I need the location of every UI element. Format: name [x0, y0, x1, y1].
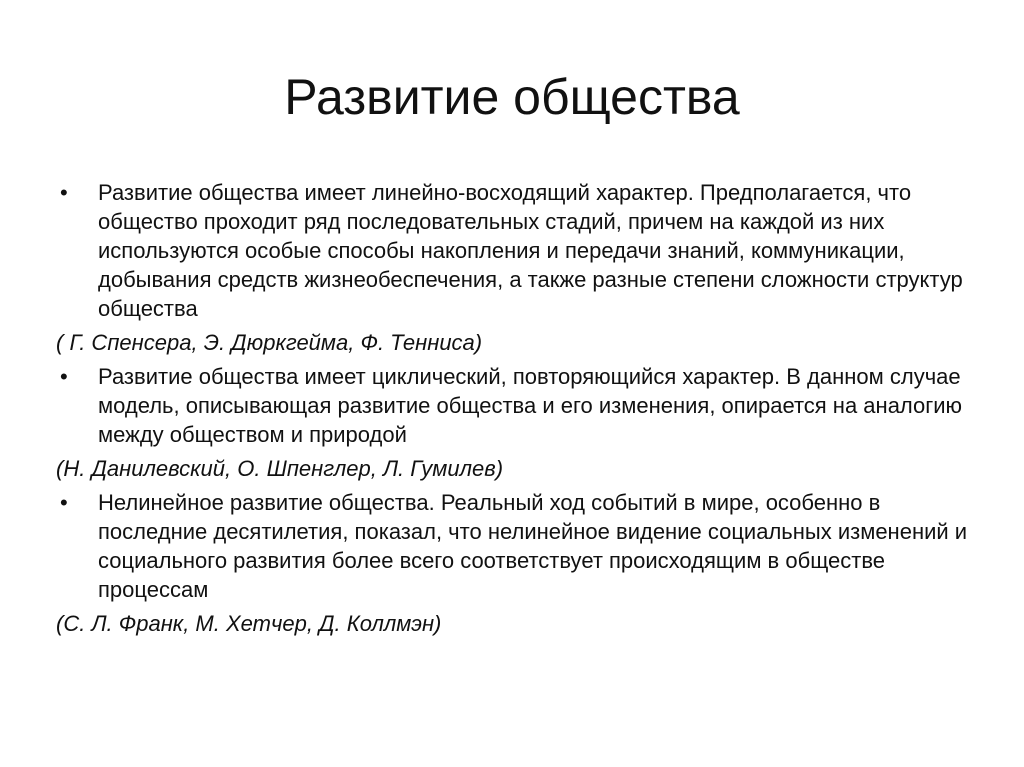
- bullet-nonlinear: [56, 488, 976, 604]
- bullet-text: Развитие общества имеет линейно-восходящий характер. Предполагается, что общество проходит ряд последовательных стадий, причем на каждой из них используются особые способы накопления и передачи знаний, коммуникации, добывания средств жизнеобеспечения, а также разные степени сложности структур общества: [98, 180, 963, 321]
- bullet-linear: [56, 178, 976, 323]
- authors-cyclic: (Н. Данилевский, О. Шпенглер, Л. Гумилев): [56, 456, 504, 481]
- authors-linear: ( Г. Спенсера, Э. Дюркгейма, Ф. Тенниса): [56, 330, 483, 355]
- bullet-text: Нелинейное развитие общества. Реальный ход событий в мире, особенно в последние десятилетия, показал, что нелинейное видение социальных изменений и социального развития более всего соответствует происходящим в обществе процессам: [98, 490, 968, 602]
- slide-title: Развитие общества: [284, 69, 740, 125]
- bullet-marker: •: [60, 364, 68, 389]
- bullet-cyclic: [56, 362, 976, 449]
- bullet-text: Развитие общества имеет циклический, повторяющийся характер. В данном случае модель, описывающая развитие общества и его изменения, опирается на аналогию между обществом и природой: [98, 364, 963, 447]
- bullet-marker: •: [60, 180, 68, 205]
- slide-body: [56, 178, 976, 643]
- bullet-marker: •: [60, 490, 68, 515]
- authors-nonlinear: (С. Л. Франк, М. Хетчер, Д. Коллмэн): [56, 611, 442, 636]
